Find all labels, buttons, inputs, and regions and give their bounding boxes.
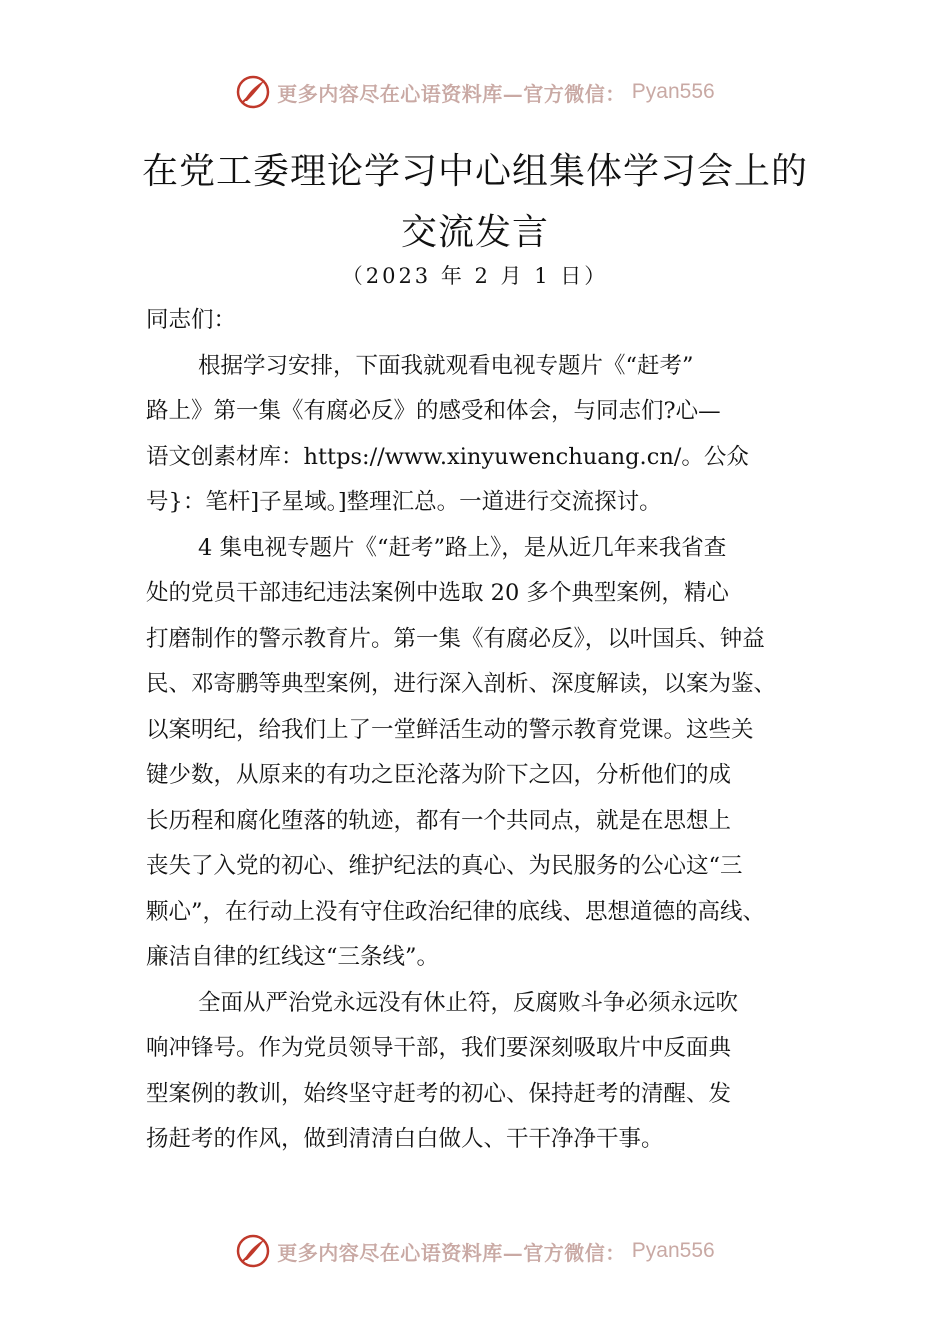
paragraph-3 (146, 981, 846, 1163)
text-line: 语文创素材库：https://www.xinyuwenchuang.cn/。公众 (146, 443, 749, 470)
text-line: 键少数，从原来的有功之臣沦落为阶下之囚，分析他们的成 (146, 762, 732, 788)
text-line: 长历程和腐化堕落的轨迹，都有一个共同点，就是在思想上 (146, 807, 732, 834)
document-date: （2023 年 2 月 1 日） (341, 264, 609, 288)
footer-banner (0, 1233, 950, 1269)
banner-text: 更多内容尽在心语资料库—官方微信： (277, 81, 626, 106)
wechat-id: Pyan556 (631, 80, 715, 103)
text-line: 根据学习安排，下面我就观看电视专题片《“赶考” (198, 352, 694, 379)
text-line: 扬赶考的作风，做到清清白白做人、干干净净干事。 (146, 1126, 664, 1152)
text-line: 颗心”，在行动上没有守住政治纪律的底线、思想道德的高线、 (146, 898, 766, 925)
wechat-id: Pyan556 (631, 1239, 715, 1262)
quill-seal-icon (235, 74, 271, 110)
text-line: 号}：笔杆]子星域。]整理汇总。一道进行交流探讨。 (146, 489, 662, 515)
text-line: 4 集电视专题片《“赶考”路上》，是从近几年来我省查 (198, 534, 727, 561)
document-title-line2: 交流发言 (400, 212, 549, 253)
text-line: 民、邓寄鹏等典型案例，进行深入剖析、深度解读，以案为鉴、 (146, 671, 777, 697)
text-line: 型案例的教训，始终坚守赶考的初心、保持赶考的清醒、发 (146, 1080, 732, 1107)
paragraph-2 (146, 526, 846, 981)
text-line: 打磨制作的警示教育片。第一集《有腐必反》，以叶国兵、钟益 (146, 625, 765, 652)
header-banner (0, 74, 950, 110)
quill-seal-icon (235, 1233, 271, 1269)
paragraph-1 (146, 344, 846, 526)
text-line: 处的党员干部违纪违法案例中选取 20 多个典型案例，精心 (146, 580, 729, 606)
text-line: 以案明纪，给我们上了一堂鲜活生动的警示教育党课。这些关 (146, 716, 754, 743)
document-title-line1: 在党工委理论学习中心组集体学习会上的 (141, 151, 808, 192)
banner-text: 更多内容尽在心语资料库—官方微信： (277, 1240, 626, 1265)
text-line: 廉洁自律的红线这“三条线”。 (146, 944, 440, 970)
text-line: 响冲锋号。作为党员领导干部，我们要深刻吸取片中反面典 (146, 1035, 732, 1061)
text-line: 路上》第一集《有腐必反》的感受和体会，与同志们?心— (146, 398, 721, 424)
text-line: 全面从严治党永远没有休止符，反腐败斗争必须永远吹 (198, 989, 739, 1016)
greeting: 同志们： (146, 307, 237, 333)
text-line: 丧失了入党的初心、维护纪法的真心、为民服务的公心这“三 (146, 853, 743, 879)
document-body (146, 298, 846, 1163)
